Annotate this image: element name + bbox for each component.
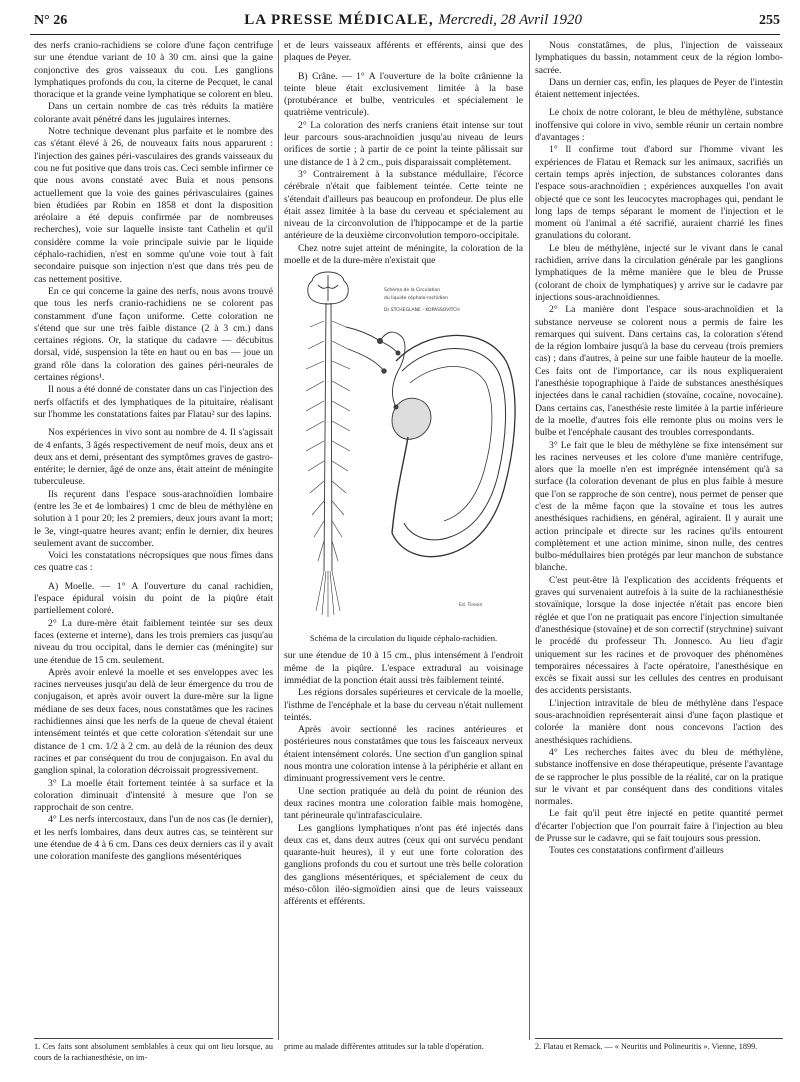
paragraph: Toutes ces constatations confirment d'ailleurs — [549, 845, 724, 857]
paragraph: Le choix de notre colorant, le bleu de méthylène, substance inoffensive qui colore in vivo, semble réunir un certain nombre d'avantages : — [535, 107, 783, 144]
page-header — [34, 12, 780, 36]
page-number-right: 255 — [759, 13, 780, 28]
figure-label: du liquide céphalo-rachidien — [384, 296, 448, 302]
paragraph: A) Moelle. — 1° A l'ouverture du canal rachidien, l'espace épidural voisin du point de la piqûre était partiellement coloré. — [34, 580, 273, 617]
page-number-left: N° 26 — [34, 13, 68, 28]
paragraph: 2° La coloration des nerfs craniens était intense sur tout leur parcours sous-arachnoïdien jusqu'au niveau de leurs orifices de sortie ; à partir de ce point la teinte pâlissait sur une distance de 1 à 2 cm., puis disparaissait complètement. — [284, 119, 523, 168]
paragraph: 3° La moelle était fortement teintée à sa surface et la coloration diminuait d'intensité à mesure que l'on se rapprochait de son centre. — [34, 777, 273, 814]
paragraph: En ce qui concerne la gaine des nerfs, nous avons trouvé que tous les nerfs cranio-rachidiens ne se colorent pas constamment d'une façon uniforme. Cette coloration ne s'étend que sur une très faible distance (2 à 3 cm.) dans certaines régions. Or, la statique du cadavre — décubitus dorsal, vidé, suspension la tête en haut ou en bas — joue un grand rôle dans la coloration des gaines péri-neurales de certaines régions¹. — [34, 285, 273, 384]
paragraph: Après avoir sectionné les racines antérieures et postérieures nous constatâmes que tous les faisceaux nerveux étaient intensément colorés. Une section d'un ganglion spinal nous montra une coloration intense à la périphérie et allant en diminuant progressivement vers le centre. — [284, 724, 523, 785]
paragraph: L'injection intravitale de bleu de méthylène dans l'espace sous-arachnoïdien représenterait ainsi d'une façon plastique et colorée la manière dont nous concevons l'action des anesthésiques rachidiens. — [535, 697, 783, 746]
paragraph: Nos expériences in vivo sont au nombre de 4. Il s'agissait de 4 enfants, 3 âgés respectivement de neuf mois, deux ans et deux ans et demi, présentant des symptômes graves de gastro-entérite; le dernier, âgé de onze ans, était atteint de méningite tuberculeuse. — [34, 427, 273, 488]
paragraph: Chez notre sujet atteint de méningite, la coloration de la moelle et de la dure-mère n'existait que — [284, 242, 523, 267]
paragraph: Voici les constatations nécropsiques que nous fîmes dans ces quatre cas : — [34, 550, 273, 574]
paragraph: 3° Le fait que le bleu de méthylène se fixe intensément sur les racines nerveuses et les colore d'une manière centrifuge, alors que la moelle n'en est imprégnée intensément qu'à sa surface (la coloration devenant de plus en plus faible à mesure que l'on se rapproche de son centre), nous permet de penser que c'est de la même façon que la stovaïne et tous les autres anesthésiques rachidiens, en général, agiraient. Il y aurait une action principale et directe sur les racines qu'ils entourent complètement et une action minime, sinon nulle, des centres bulbo-médullaires bien protégés par leur manchon de substance blanche. — [535, 439, 783, 574]
footnote: prime au malade différentes attitudes sur la table d'opération. — [284, 1042, 484, 1051]
paragraph: Il nous a été donné de constater dans un cas l'injection des nerfs olfactifs et des lymphatiques de la pituitaire, réalisant sur l'homme les constatations faites par Flatau² sur des lapins. — [34, 384, 273, 420]
paragraph: Notre technique devenant plus parfaite et le nombre des cas s'étant élevé à 26, de nouveaux faits nous apparurent : l'injection des gaines péri-vasculaires des grands vaisseaux du cou ne fut positive que dans trois cas. Ceci semble infirmer ce que nous avons constaté avec Buia et nous pensons actuellement que la voie des gaines périvasculaires (gaines bien étudiées par Robin en 1858 et dont la disposition aréolaire a été depuis confirmée par de nombreuses recherches), voie sur laquelle insiste tant Cathelin et qu'il considère comme la voie principale suivie par le liquide céphalo-rachidien, n'est en somme qu'une voie tout à fait secondaire puisque son injection n'est que dans très peu de cas nettement positive. — [34, 126, 273, 285]
column-1 — [34, 40, 273, 864]
paragraph: Les régions dorsales supérieures et cervicale de la moelle, l'isthme de l'encéphale et la base du cerveau n'était nullement teintés. — [284, 687, 523, 723]
paragraph: 2° La manière dont l'espace sous-arachnoïdien et la substance nerveuse se colorent nous a permis de faire les remarques qui suivent. Dans certains cas, la coloration s'étend de la région lombaire jusqu'à la base du cerveau (trois premiers cas) ; dans d'autres, à peine sur une faible hauteur de la moelle. Ces faits ont de l'importance, car ils nous expliqueraient l'anesthésie topographique à l'aide de substances anesthésiques injectées dans le canal rachidien (stovaïne, cocaïne, novocaïne). Dans certains cas, l'anesthésie reste limitée à la partie inférieure de la moelle, d'autres fois elle remonte plus ou moins vers le bulbe et l'encéphale causant des troubles correspondants. — [535, 304, 783, 439]
footnote: 1. Ces faits sont absolument semblables à ceux qui ont lieu lorsque, au cours de la rachianesthésie, on im- — [34, 1042, 273, 1062]
column-divider — [278, 40, 279, 1040]
paragraph: Le fait qu'il peut être injecté en petite quantité permet d'écarter l'objection que l'on pourrait faire à l'injection au bleu de Prusse sur le cadavre, qui se fait toujours sous pression. — [535, 808, 783, 844]
paragraph: B) Crâne. — 1° A l'ouverture de la boîte crânienne la teinte bleue était exclusivement limitée à la base (protubérance et bulbe, ventricules et spécialement le quatrième ventricule). — [284, 70, 523, 119]
paragraph: Ils reçurent dans l'espace sous-arachnoïdien lombaire (entre les 3e et 4e lombaires) 1 cmc de bleu de méthylène en solution à 1 pour 20; les 2 premiers, deux jours avant la mort; le 3e, vingt-quatre heures avant; enfin le dernier, dix heures seulement avant de succomber. — [34, 488, 273, 549]
csf-circulation-figure — [284, 271, 523, 631]
column-3 — [535, 40, 783, 858]
paragraph: Après avoir enlevé la moelle et ses enveloppes avec les racines nerveuses jusqu'au delà de leur émergence du trou de conjugaison, et après avoir ouvert la dure-mère sur la ligne médiane de ses deux faces, nous constatâmes que les racines rachidiennes ainsi que les nerfs de la queue de cheval étaient intensément teintés et que cette coloration s'étendait sur une distance de 1 cm. 1/2 à 2 cm. au delà de la réunion des deux racines et par conséquent du trou de conjugaison. En aval du ganglion spinal, la coloration décroissait progressivement. — [34, 666, 273, 777]
figure-label: Schéma de la Circulation — [384, 288, 441, 294]
footnote-rule — [34, 1038, 273, 1039]
paragraph: Dans un dernier cas, enfin, les plaques de Peyer de l'intestin étaient nettement injectées. — [535, 76, 783, 101]
paragraph: Une section pratiquée au delà du point de réunion des deux racines montra une coloration faible mais homogène, tant périneurale qu'intrafasciculaire. — [284, 785, 523, 822]
paragraph: C'est peut-être là l'explication des accidents fréquents et graves qui survenaient autrefois à la suite de la rachianesthésie stovaïnique, lorsque la dose injectée n'était pas encore bien réglée et que l'on ne pratiquait pas encore l'injection simultanée d'anesthésique (stovaïne) et de son correctif (strychnine) suivant le procédé du professeur Th. Jonnesco. Au lieu d'agir uniquement sur les racines et de provoquer des phénomènes temporaires nécessaires à l'acte opératoire, l'anesthésique en excès se fixait aussi sur les cellules des centres en produisant des accidents persistants. — [535, 574, 783, 697]
journal-name: LA PRESSE MÉDICALE, — [244, 12, 434, 28]
paragraph: Nous constatâmes, de plus, l'injection de vaisseaux lymphatiques du bassin, notamment ceux de la région lombo-sacrée. — [535, 40, 783, 76]
paragraph: sur une étendue de 10 à 15 cm., plus intensément à l'endroit même de la piqûre. L'espace extradural au voisinage immédiat de la ponction était aussi très faiblement teinté. — [284, 650, 523, 686]
paragraph: 4° Les recherches faites avec du bleu de méthylène, substance inoffensive en dose thérapeutique, présente l'avantage de se rapprocher le plus possible de la réalité, car on la pratique sur le vivant et par conséquent dans des conditions vitales normales. — [535, 746, 783, 808]
figure-caption: Schéma de la circulation du liquide céphalo-rachidien. — [309, 633, 498, 644]
paragraph: et de leurs vaisseaux afférents et efférents, ainsi que des plaques de Peyer. — [284, 40, 523, 64]
csf-circulation-diagram — [284, 271, 523, 631]
issue-date: Mercredi, 28 Avril 1920 — [438, 12, 583, 28]
figure-label: Dr STCHEGLANE - KOPASSOVITCH — [384, 308, 460, 314]
paragraph: 4° Les nerfs intercostaux, dans l'un de nos cas (le dernier), et les nerfs lombaires, dans deux autres cas, se teintèrent sur une étendue de 4 à 6 cm. Dans ces deux derniers cas il y avait une coloration manifeste des ganglions mésentériques — [34, 814, 273, 863]
paragraph: 2° La dure-mère était faiblement teintée sur ses deux faces (externe et interne), dans les trois premiers cas jusqu'au niveau du trou occipital, dans le dernier cas (méningite) sur une étendue de 15 cm. seulement. — [34, 617, 273, 666]
paragraph: Le bleu de méthylène, injecté sur le vivant dans le canal rachidien, arrive dans la circulation générale par les ganglions lymphatiques de la même manière que le bleu de Prusse (colorant de choix de lymphatiques) y arrive sur le cadavre par injections sous-arachnoïdiennes. — [535, 242, 783, 303]
column-2 — [284, 40, 523, 909]
footnote: 2. Flatau et Remack. — « Neuritis und Polineuritis ». Vienne, 1899. — [535, 1042, 758, 1051]
footnote-rule — [535, 1038, 783, 1039]
masthead — [244, 12, 582, 29]
paragraph: 3° Contrairement à la substance médullaire, l'écorce cérébrale n'était que faiblement teintée. Cette teinte ne s'étendait d'ailleurs pas beaucoup en profondeur. De plus elle était assez limitée à la base du cerveau et spécialement au niveau de la circonvolution de l'hippocampe et de la partie antérieure de la deuxième circonvolution temporo-occipitale. — [284, 168, 523, 242]
header-rule — [30, 34, 780, 35]
paragraph: Les ganglions lymphatiques n'ont pas été injectés dans deux cas et, dans deux autres (ceux qui ont survécu pendant quarante-huit heures), il y eut une forte coloration des ganglions profonds du cou et surtout une très belle coloration des ganglions mésentériques, et spécialement de ceux du méso-côlon iléo-sigmoïdien ainsi que de leurs vaisseaux afférents et efférents. — [284, 822, 523, 908]
paragraph: 1° Il confirme tout d'abord sur l'homme vivant les expériences de Flatau et Remack sur les animaux, sacrifiés un certain temps après injection, de substances colorantes dans l'espace sous-arachnoïdien ; expériences auxquelles l'on avait objecté que ce sont les leucocytes macrophages qui, pendant le long laps de temps séparant le moment de l'injection et le moment où l'animal a été sacrifié, auraient charrié les fines granulations du colorant. — [535, 144, 783, 242]
paragraph: Dans un certain nombre de cas très réduits la matière colorante avait pénétré dans les jugulaires internes. — [34, 101, 273, 125]
paragraph: des nerfs cranio-rachidiens se colore d'une façon centrifuge sur une étendue variant de 10 à 30 cm. ainsi que la gaine conjonctive des gros vaisseaux du cou. Les ganglions lymphatiques profonds du cou, la citerne de Pecquet, le canal thoracique et la grande veine lymphatique se colorent en bleu. — [34, 40, 273, 101]
figure-signature: Ed. Tiresin — [459, 603, 483, 609]
column-divider — [529, 40, 530, 1040]
